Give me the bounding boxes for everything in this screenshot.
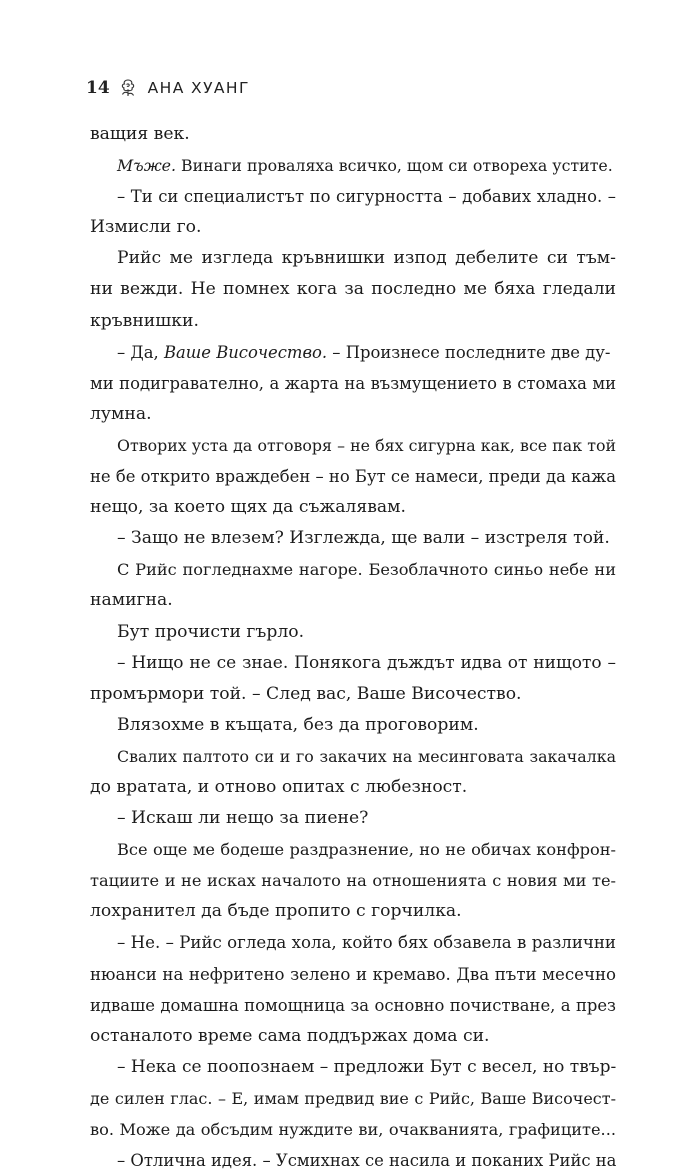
text-line: идваше домашна помощница за основно почистване, а през [90,995,616,1015]
page-number: 14 [86,78,110,98]
text-line: ни вежди. Не помнех кога за последно ме бяха гледали [90,279,616,300]
text-line: – Нищо не се знае. Понякога дъждът идва от нищото – [117,652,616,673]
text-line: ващия век. [90,124,190,144]
text-line: не бе открито враждебен – но Бут се намеси, преди да кажа [90,467,616,487]
text-line: кръвнишки. [90,310,199,331]
running-title: АНА ХУАНГ [147,79,250,97]
text-line: лохранител да бъде пропито с горчилка. [90,901,462,922]
text-line: Свалих палтото си и го закачих на месинговата закачалка [117,746,616,766]
text-line: ми подигравателно, а жарта на възмущението в стомаха ми [90,373,616,393]
text-line: промърмори той. – След вас, Ваше Височество. [90,683,522,704]
text-line: нюанси на нефритено зелено и кремаво. Два пъти месечно [90,964,616,984]
text-line: нещо, за което щях да съжалявам. [90,497,406,518]
text-line: Измисли го. [90,217,202,238]
text-line: – Ти си специалистът по сигурността – добавих хладно. – [117,187,616,207]
text-line: – Не. – Рийс огледа хола, който бях обзавела в различни [117,933,616,953]
italic-phrase: Ваше Височество. [163,342,328,362]
text-line: останалото време сама поддържах дома си. [90,1025,490,1046]
text-line: – Нека се поопознаем – предложи Бут с весел, но твър- [117,1056,617,1077]
text-line [90,150,616,181]
text-line: – Отлична идея. – Усмихнах се насила и поканих Рийс на [117,1151,617,1171]
text-line: Все още ме бодеше раздразнение, но не обичах конфрон- [117,840,616,860]
body-text [90,119,616,1176]
text-line: Рийс ме изгледа кръвнишки изпод дебелите си тъм- [117,248,616,269]
page-header [86,74,250,102]
text-span: Винаги проваляха всичко, щом си отвореха устите. [176,156,613,176]
text-line: во. Може да обсъдим нуждите ви, очакванията, графиците... [90,1120,616,1139]
text-line: – Искаш ли нещо за пиене? [117,808,369,829]
italic-word: Мъже. [117,156,177,176]
text-line: С Рийс погледнахме нагоре. Безоблачното синьо небе ни [117,560,616,580]
text-line [90,337,616,368]
text-span: – Произнесе последните две ду- [327,342,611,362]
text-line: де силен глас. – Е, имам предвид вие с Рийс, Ваше Височест- [90,1088,616,1108]
rose-ornament-icon [116,77,140,99]
text-line: тациите и не исках началото на отношенията с новия ми те- [90,871,616,891]
text-line: Отворих уста да отговоря – не бях сигурна как, все пак той [117,435,616,455]
text-span: – Да, [117,342,164,362]
text-line: лумна. [90,403,152,424]
text-line: намигна. [90,590,173,611]
text-line: Бут прочисти гърло. [117,621,305,642]
text-line: Влязохме в къщата, без да проговорим. [117,714,479,735]
text-line: до вратата, и отново опитах с любезност. [90,776,468,797]
text-line: – Защо не влезем? Изглежда, ще вали – изстреля той. [117,528,610,549]
